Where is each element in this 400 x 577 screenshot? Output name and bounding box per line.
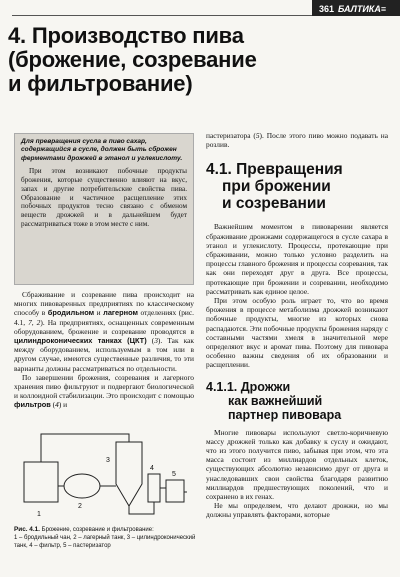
text: и (94, 308, 104, 318)
figure-caption (14, 526, 198, 550)
text: ). Так как между оборудованием, используемым в том или в другом случае, имеются существенные различия, то эти варианты должны рассматриваться по отдельности. (14, 336, 194, 373)
figure-ref: 7, 2 (28, 317, 41, 327)
text: отделениях (рис. 4.1, (14, 308, 195, 327)
caption-title: Брожение, созревание и фильтрование: (41, 527, 154, 533)
paragraph: При этом особую роль играет то, что во время брожения в процессе метаболизма дрожжей возникают побочные продукты, многие из которых снова распадаются. Эти побочные продукты брожения наряду с составными частями хмеля в значительной мере определяют вкус и аромат пива. Поэтому для пивовара особенно важны сведения об их образовании и расщеплении. (206, 296, 388, 370)
header-rule (12, 15, 312, 16)
figure-ref: 4 (55, 400, 59, 410)
paragraph: Не мы определяем, что делают дрожжи, но мы должны управлять факторами, которые (206, 501, 388, 520)
filter (148, 474, 160, 502)
page-number: 361 (319, 4, 335, 14)
equipment-diagram (20, 428, 188, 524)
figure-label: 1 (37, 511, 41, 518)
intro-body (21, 167, 187, 229)
heading-line: 4.1. Превращения (206, 161, 343, 179)
figure-label: 5 (172, 471, 176, 478)
fermentation-vat (24, 462, 58, 502)
term: бродильном (47, 308, 95, 318)
heading-line: как важнейший (228, 393, 323, 408)
right-column (206, 131, 388, 520)
chapter-title-line: 4. Производство пива (8, 23, 244, 48)
pasteurizer (166, 480, 184, 502)
paragraph: Важнейшим моментом в пивоварении является сбраживание дрожжами содержащегося в сусле сахара в этанол и углекислоту. Процессы, протекающие при сбраживании, можно только условно разделить на процессы главного брожения и процессы созревания, так как они переходят друг в друга. Все процессы, протекающие при брожении и созревании, необходимо рассматривать как единое целое. (206, 222, 388, 296)
cylindroconical-tank (116, 442, 142, 506)
section-heading-4-1-1 (206, 380, 388, 422)
caption-label: Рис. 4.1. (14, 526, 40, 533)
text: По завершении брожения, созревания и лагерного хранения пиво фильтруют и подвергают биологической и коллоидной стабилизации. Это происходит с помощью (14, 372, 194, 401)
chapter-title (8, 23, 257, 96)
intro-lead: Для превращения сусла в пиво сахар, содержащийся в сусле, должен быть сброжен ферментами дрожжей в этанол и углекислоту. (21, 138, 183, 162)
left-column (14, 290, 194, 410)
text: ). На предприятиях, оснащенных современным оборудованием, брожение и созревание проводятся в (14, 317, 194, 336)
heading-line: 4.1.1. Дрожжи (206, 379, 291, 394)
text: пастеризатора ( (206, 131, 256, 140)
caption-legend: 1 – бродильный чан, 2 – лагерный танк, 3 – цилиндроконический танк, 4 – фильтр, 5 – пастеризатор (14, 535, 196, 549)
paragraph (206, 131, 388, 149)
figure-ref: 3 (154, 336, 158, 346)
text: ( (50, 400, 56, 410)
brand-logo: БАЛТИКА≡ (338, 4, 387, 14)
term: цилиндроконических танках (ЦКТ) (14, 336, 147, 346)
text: ). После этого пиво можно подавать на розлив. (206, 131, 389, 150)
text: ( (146, 336, 155, 346)
intro-box (14, 133, 194, 285)
running-header (0, 0, 400, 18)
term: лагерном (103, 308, 138, 318)
text: ) и (58, 400, 68, 410)
figure-ref: 5 (255, 131, 260, 140)
term: фильтров (14, 400, 51, 410)
lager-tank (64, 474, 100, 498)
paragraph (14, 373, 194, 410)
figure-label: 4 (150, 465, 154, 472)
paragraph (14, 290, 194, 373)
heading-line: и созревании (222, 195, 326, 213)
chapter-title-line: (брожение, созревание (8, 47, 257, 72)
pipe (129, 502, 154, 514)
heading-line: при брожении (222, 178, 331, 196)
heading-line: партнер пивовара (228, 407, 342, 422)
chapter-title-line: и фильтрование) (8, 71, 193, 96)
section-heading-4-1 (206, 161, 388, 212)
intro-body-text: При этом возникают побочные продукты брожения, которые существенно влияют на вкус, запах и другие потребительские свойства пива. Образование и частичное расщепление этих побочных продуктов тесно связано с обменом веществ дрожжей и в дальнейшем будет рассматриваться тоже в этом месте с ним. (21, 167, 187, 228)
figure-label: 2 (78, 503, 82, 510)
text: Сбраживание и созревание пива происходит на многих пивоваренных предприятиях по классическому способу в (14, 290, 194, 318)
figure-label: 3 (106, 457, 110, 464)
paragraph: Многие пивовары используют светло-коричневую массу дрожжей только как добавку к суслу и ожидают, что из этого получится пиво, забывая при этом, что эта масса состоит из миллиардов отдельных клеток, существующих абсолютно независимо друг от друга и унаследовавших свои свойства благодаря развитию миллиардов предшествующих поколений, что и сохранено в их генах. (206, 427, 388, 502)
